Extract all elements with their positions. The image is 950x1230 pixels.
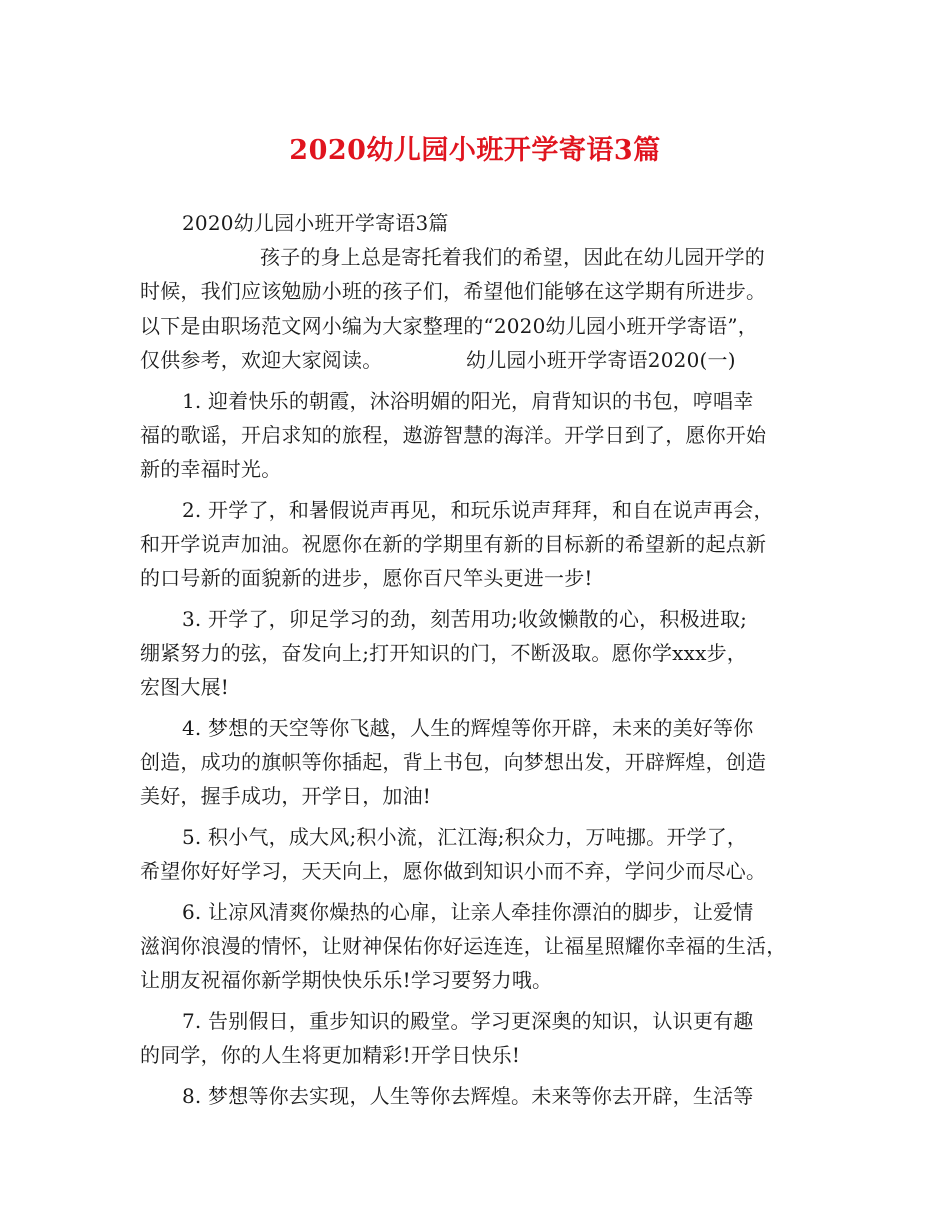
paragraph-line: 6. 让凉风清爽你燥热的心扉，让亲人牵挂你漂泊的脚步，让爱情 bbox=[182, 900, 754, 924]
document-title: 2020幼儿园小班开学寄语3篇 bbox=[289, 135, 661, 166]
paragraph-line: 2020幼儿园小班开学寄语3篇 bbox=[182, 211, 449, 235]
paragraph-line: 和开学说声加油。祝愿你在新的学期里有新的目标新的希望新的起点新 bbox=[140, 532, 767, 556]
paragraph-line: 4. 梦想的天空等你飞越，人生的辉煌等你开辟，未来的美好等你 bbox=[182, 716, 754, 740]
paragraph-line: 时候，我们应该勉励小班的孩子们，希望他们能够在这学期有所进步。 bbox=[140, 279, 767, 303]
paragraph-line: 滋润你浪漫的情怀，让财神保佑你好运连连，让福星照耀你幸福的生活， bbox=[140, 934, 787, 958]
paragraph-line: 新的幸福时光。 bbox=[140, 457, 282, 481]
paragraph-line: 创造，成功的旗帜等你插起，背上书包，向梦想出发，开辟辉煌，创造 bbox=[140, 750, 767, 774]
paragraph-line: 8. 梦想等你去实现，人生等你去辉煌。未来等你去开辟，生活等 bbox=[182, 1084, 754, 1108]
paragraph-line: 以下是由职场范文网小编为大家整理的“2020幼儿园小班开学寄语”， bbox=[140, 314, 758, 338]
paragraph-line: 2. 开学了，和暑假说声再见，和玩乐说声拜拜，和自在说声再会， bbox=[182, 498, 774, 522]
paragraph-line: 3. 开学了，卯足学习的劲，刻苦用功;收敛懒散的心，积极进取; bbox=[182, 607, 748, 631]
paragraph-line: 1. 迎着快乐的朝霞，沐浴明媚的阳光，肩背知识的书包，哼唱幸 bbox=[182, 389, 754, 413]
paragraph-line: 宏图大展! bbox=[140, 675, 230, 699]
paragraph-line: 的口号新的面貌新的进步，愿你百尺竿头更进一步! bbox=[140, 566, 593, 590]
paragraph-line: 5. 积小气，成大风;积小流，汇江海;积众力，万吨挪。开学了， bbox=[182, 825, 748, 849]
paragraph-line: 福的歌谣，开启求知的旅程，遨游智慧的海洋。开学日到了，愿你开始 bbox=[140, 423, 767, 447]
paragraph-line: 让朋友祝福你新学期快快乐乐!学习要努力哦。 bbox=[140, 968, 553, 992]
paragraph-line: 希望你好好学习，天天向上，愿你做到知识小而不弃，学问少而尽心。 bbox=[140, 859, 767, 883]
paragraph-line: 7. 告别假日，重步知识的殿堂。学习更深奥的知识，认识更有趣 bbox=[182, 1009, 754, 1033]
paragraph-line: 美好，握手成功，开学日，加油! bbox=[140, 784, 432, 808]
paragraph-line: 绷紧努力的弦，奋发向上;打开知识的门，不断汲取。愿你学xxx步， bbox=[140, 641, 747, 665]
paragraph-line: 的同学，你的人生将更加精彩!开学日快乐! bbox=[140, 1043, 521, 1067]
section-heading: 幼儿园小班开学寄语2020(一) bbox=[466, 348, 736, 372]
paragraph-line: 仅供参考，欢迎大家阅读。 bbox=[140, 348, 383, 372]
paragraph-line: 孩子的身上总是寄托着我们的希望，因此在幼儿园开学的 bbox=[260, 245, 765, 269]
